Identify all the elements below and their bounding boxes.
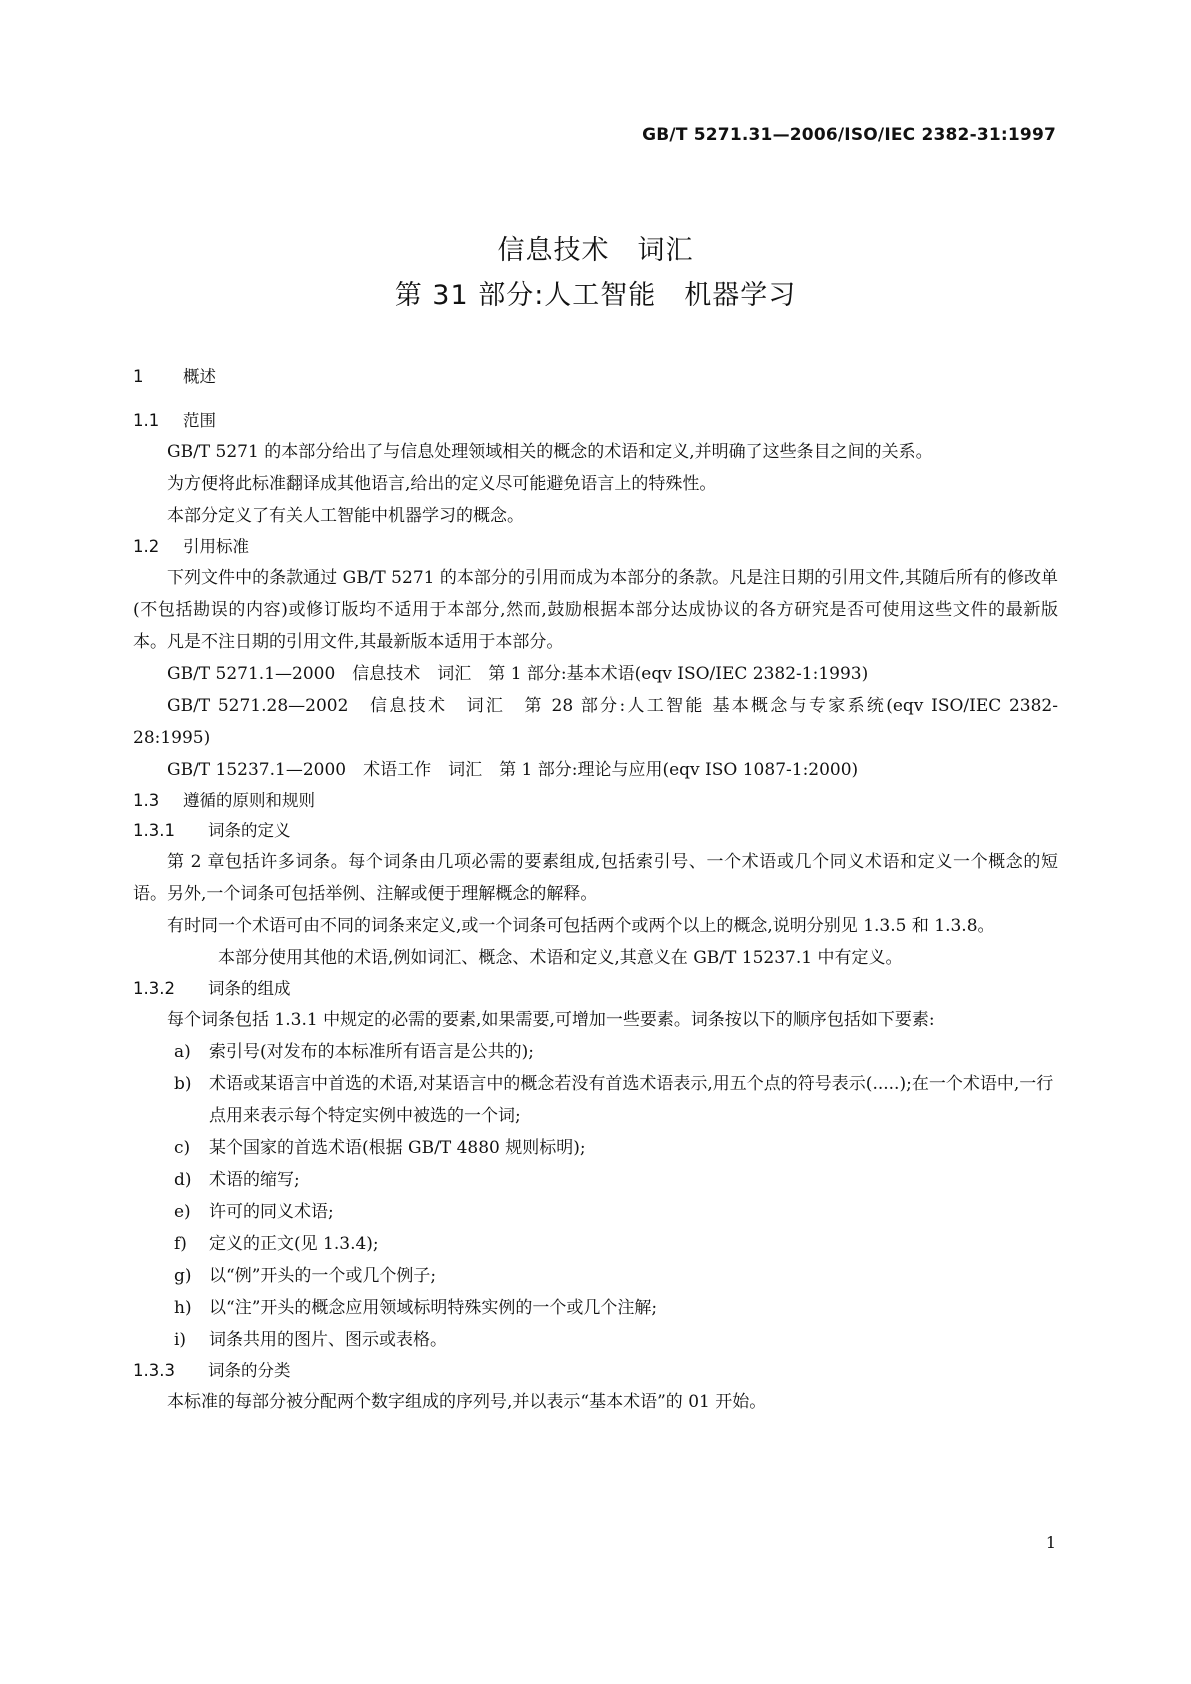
section-title: 概述 <box>183 367 216 386</box>
list-marker: c) <box>174 1138 191 1158</box>
list-item-text: 术语的缩写; <box>209 1170 300 1190</box>
section-heading-1-3-2 <box>133 974 1058 1004</box>
section-heading-1 <box>133 362 1058 392</box>
section-number: 1 <box>133 367 144 386</box>
document-title-line2: 第 31 部分:人工智能 机器学习 <box>394 280 797 311</box>
section-heading-1-1 <box>133 406 1058 436</box>
reference-item: GB/T 5271.1—2000 信息技术 词汇 第 1 部分:基本术语(eqv ISO/IEC 2382-1:1993) <box>167 664 869 684</box>
paragraph: 本标准的每部分被分配两个数字组成的序列号,并以表示“基本术语”的 01 开始。 <box>167 1392 767 1412</box>
reference-item: GB/T 5271.28—2002 信息技术 词汇 第 28 部分:人工智能 基本概念与专家系统(eqv ISO/IEC 2382-28:1995) <box>133 696 1058 748</box>
list-item <box>133 1164 1058 1196</box>
list-marker: e) <box>174 1202 191 1222</box>
list-item-text: 某个国家的首选术语(根据 GB/T 4880 规则标明); <box>209 1138 586 1158</box>
list-item <box>133 1324 1058 1356</box>
list-item <box>133 1196 1058 1228</box>
list-item-text: 定义的正文(见 1.3.4); <box>209 1234 379 1254</box>
list-item-text: 以“例”开头的一个或几个例子; <box>209 1266 437 1286</box>
section-title: 词条的分类 <box>208 1361 291 1380</box>
paragraph: 每个词条包括 1.3.1 中规定的必需的要素,如果需要,可增加一些要素。词条按以下的顺序包括如下要素: <box>167 1010 935 1030</box>
paragraph: 为方便将此标准翻译成其他语言,给出的定义尽可能避免语言上的特殊性。 <box>167 474 717 494</box>
section-title: 引用标准 <box>183 537 249 556</box>
paragraph: 下列文件中的条款通过 GB/T 5271 的本部分的引用而成为本部分的条款。凡是注日期的引用文件,其随后所有的修改单(不包括勘误的内容)或修订版均不适用于本部分,然而,鼓励根据本部分达成协议的各方研究是否可使用这些文件的最新版本。凡是不注日期的引用文件,其最新版本适用于本部分。 <box>133 568 1058 652</box>
list-item <box>133 1260 1058 1292</box>
paragraph: GB/T 5271 的本部分给出了与信息处理领域相关的概念的术语和定义,并明确了这些条目之间的关系。 <box>167 442 933 462</box>
document-title-line1: 信息技术 词汇 <box>497 235 694 266</box>
section-number: 1.3.2 <box>133 979 175 998</box>
section-number: 1.3 <box>133 791 160 810</box>
list-marker: g) <box>174 1266 192 1286</box>
list-item <box>133 1132 1058 1164</box>
list-item <box>133 1292 1058 1324</box>
list-item <box>133 1036 1058 1068</box>
section-heading-1-3-3 <box>133 1356 1058 1386</box>
list-marker: i) <box>174 1330 187 1350</box>
list-marker: h) <box>174 1298 192 1318</box>
paragraph: 有时同一个术语可由不同的词条来定义,或一个词条可包括两个或两个以上的概念,说明分别见 1.3.5 和 1.3.8。 <box>167 916 995 936</box>
list-item-text: 索引号(对发布的本标准所有语言是公共的); <box>209 1042 534 1062</box>
page-number: 1 <box>1045 1533 1056 1552</box>
list-marker: f) <box>174 1234 187 1254</box>
list-item-text: 术语或某语言中首选的术语,对某语言中的概念若没有首选术语表示,用五个点的符号表示(.....);在一个术语中,一行点用来表示每个特定实例中被选的一个词; <box>209 1074 1054 1126</box>
list-marker: a) <box>174 1042 191 1062</box>
paragraph: 本部分使用其他的术语,例如词汇、概念、术语和定义,其意义在 GB/T 15237.1 中有定义。 <box>218 948 903 968</box>
standard-identifier: GB/T 5271.31—2006/ISO/IEC 2382-31:1997 <box>642 125 1056 145</box>
section-title: 范围 <box>183 411 216 430</box>
section-heading-1-3 <box>133 786 1058 816</box>
section-title: 词条的定义 <box>208 821 291 840</box>
section-number: 1.3.1 <box>133 821 175 840</box>
list-item-text: 词条共用的图片、图示或表格。 <box>209 1330 447 1350</box>
paragraph: 第 2 章包括许多词条。每个词条由几项必需的要素组成,包括索引号、一个术语或几个同义术语和定义一个概念的短语。另外,一个词条可包括举例、注解或便于理解概念的解释。 <box>133 852 1058 904</box>
paragraph: 本部分定义了有关人工智能中机器学习的概念。 <box>167 506 524 526</box>
document-body <box>133 362 1058 1418</box>
section-heading-1-2 <box>133 532 1058 562</box>
list-item <box>133 1068 1058 1132</box>
list-marker: d) <box>174 1170 192 1190</box>
list-item-text: 以“注”开头的概念应用领域标明特殊实例的一个或几个注解; <box>209 1298 658 1318</box>
element-list <box>133 1036 1058 1356</box>
list-item <box>133 1228 1058 1260</box>
section-title: 遵循的原则和规则 <box>183 791 315 810</box>
section-heading-1-3-1 <box>133 816 1058 846</box>
section-number: 1.3.3 <box>133 1361 175 1380</box>
section-title: 词条的组成 <box>208 979 291 998</box>
list-item-text: 许可的同义术语; <box>209 1202 334 1222</box>
section-number: 1.1 <box>133 411 160 430</box>
section-number: 1.2 <box>133 537 160 556</box>
list-marker: b) <box>174 1074 192 1094</box>
reference-item: GB/T 15237.1—2000 术语工作 词汇 第 1 部分:理论与应用(eqv ISO 1087-1:2000) <box>167 760 859 780</box>
